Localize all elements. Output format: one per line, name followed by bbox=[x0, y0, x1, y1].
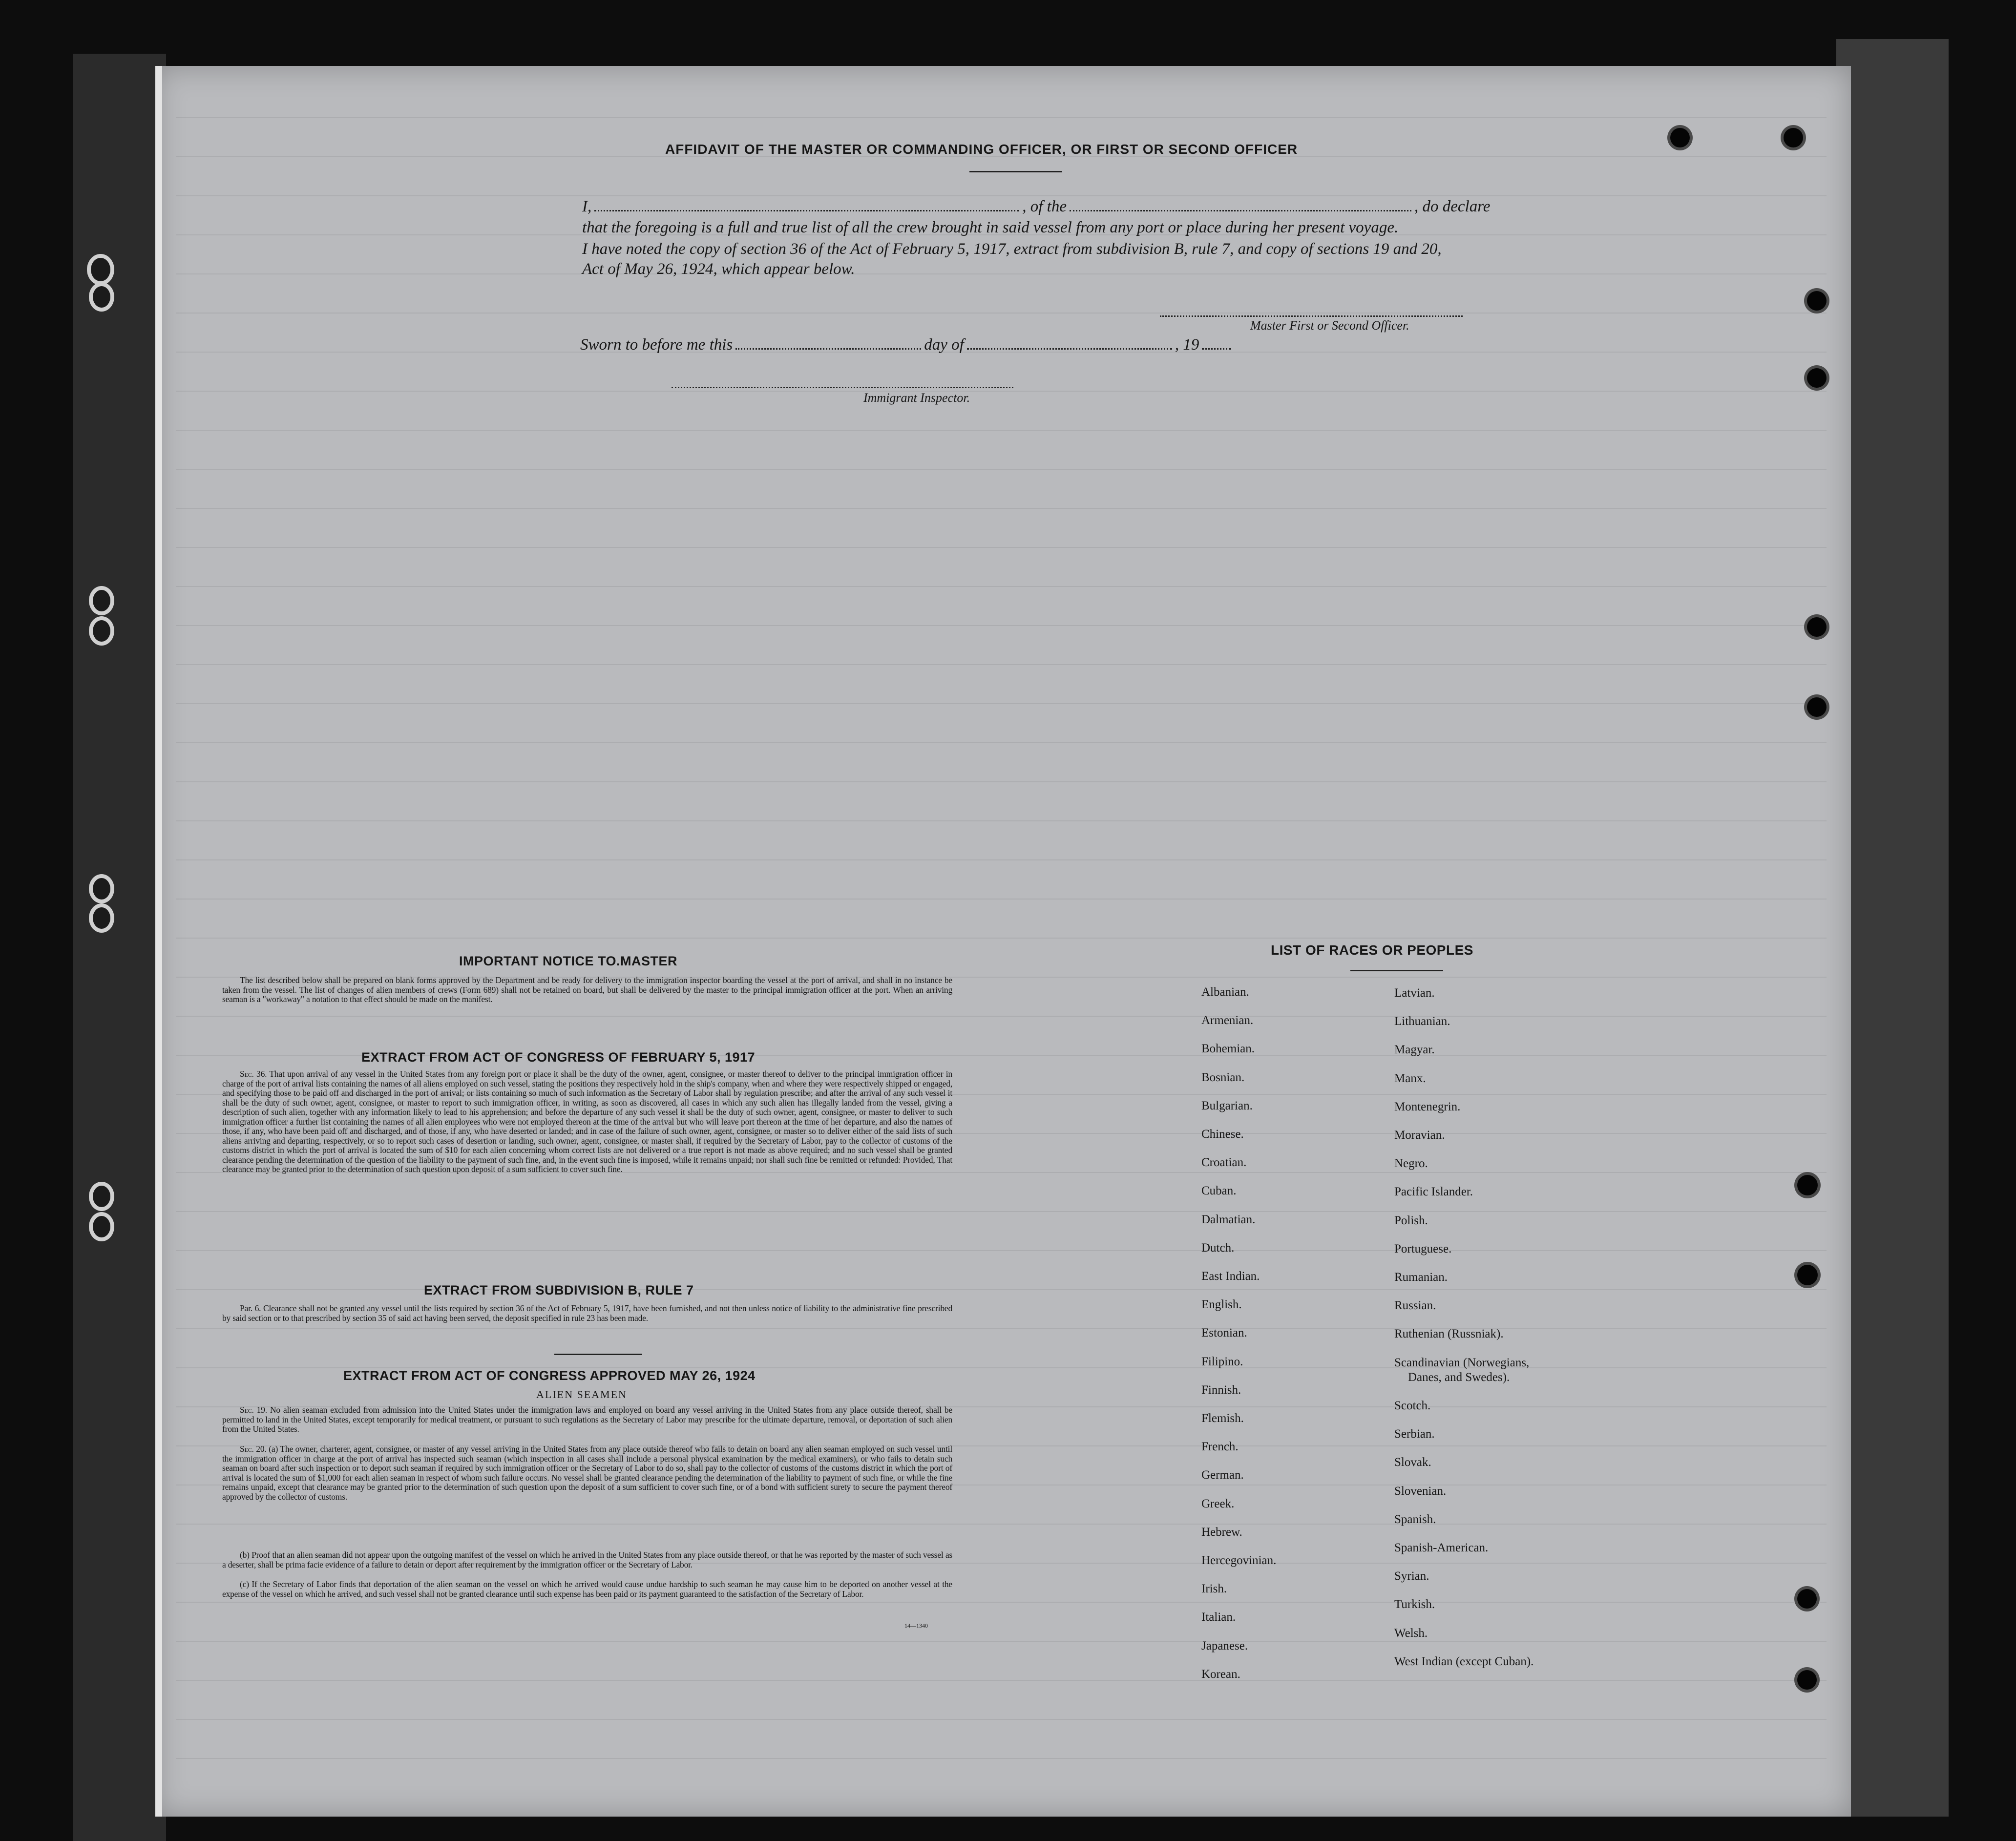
race-item: Lithuanian. bbox=[1394, 1015, 1450, 1028]
rule7-heading: EXTRACT FROM SUBDIVISION B, RULE 7 bbox=[424, 1283, 694, 1297]
day-of-label: day of bbox=[924, 336, 964, 354]
races-heading: LIST OF RACES OR PEOPLES bbox=[1271, 942, 1473, 958]
binder-ring-hole bbox=[89, 874, 114, 903]
race-item: Montenegrin. bbox=[1394, 1100, 1461, 1113]
sec20b-text: (b) Proof that an alien seaman did not appear upon the outgoing manifest of the vessel on which he arrived in the United States from any place outside thereof, or that he was reported by the master of such vessel as a deserter, shall be prima facie evidence of a failure to detain or deport after requirement by the immigration officer or the Secretary of Labor. bbox=[222, 1550, 952, 1569]
of-the-label: , of the bbox=[1022, 198, 1067, 215]
race-item: Russian. bbox=[1394, 1299, 1436, 1313]
sec20a-body: (a) The owner, charterer, agent, consignee, or master of any vessel arriving in the United States from any place outside thereof who fails to detain on board any alien seaman employed on such vessel until the immigration officer in charge at the port of arrival has inspected such seaman (which inspection in all cases shall include a personal physical examination by the medical examiners), or who fails to detain such seaman on board after such inspection or to deport such seaman if required by such immigration officer or the Secretary of Labor to do so, shall pay to the collector of customs of the customs district in which the port of arrival is located the sum of $1,000 for each alien seaman in respect of whom such failure occurs. No vessel shall be granted clearance pending the determination of the liability to payment of such fine, or while the fine remains unpaid, except that clearance may be granted prior to the determination of such question upon the deposit of a sum sufficient to cover such fine, or of a bond with sufficient surety to secure the payment thereof approved by the collector of customs. bbox=[222, 1444, 952, 1502]
race-item: French. bbox=[1201, 1440, 1239, 1454]
race-item: Welsh. bbox=[1394, 1626, 1428, 1640]
race-item: Japanese. bbox=[1201, 1639, 1248, 1653]
race-item: Danes, and Swedes). bbox=[1408, 1370, 1510, 1384]
page-left-edge bbox=[155, 66, 162, 1817]
sec19-text bbox=[222, 1405, 952, 1434]
punch-hole bbox=[1670, 128, 1690, 147]
master-signature-line bbox=[1160, 315, 1463, 317]
race-item: Moravian. bbox=[1394, 1129, 1445, 1142]
extract-1917-text bbox=[222, 1069, 952, 1174]
year-label: , 19 bbox=[1175, 336, 1199, 354]
sworn-prefix: Sworn to before me this bbox=[580, 336, 733, 354]
binder-ring-hole bbox=[87, 254, 114, 285]
sec20a-text bbox=[222, 1444, 952, 1502]
race-item: Hebrew. bbox=[1201, 1525, 1242, 1539]
sec36-label: Sec. 36. bbox=[240, 1069, 267, 1079]
race-item: Dalmatian. bbox=[1201, 1213, 1256, 1226]
race-item: Dutch. bbox=[1201, 1241, 1235, 1255]
binder-ring-hole bbox=[89, 1212, 114, 1241]
form-number: 14—1340 bbox=[904, 1622, 928, 1629]
race-item: Scotch. bbox=[1394, 1399, 1431, 1412]
race-item: West Indian (except Cuban). bbox=[1394, 1654, 1534, 1668]
name-blank bbox=[594, 207, 1019, 211]
race-item: Ruthenian (Russniak). bbox=[1394, 1327, 1504, 1341]
race-item: Italian. bbox=[1201, 1611, 1236, 1624]
race-item: Serbian. bbox=[1394, 1427, 1435, 1441]
binder-ring-hole bbox=[89, 616, 114, 646]
punch-hole bbox=[1797, 1589, 1817, 1609]
race-item: East Indian. bbox=[1201, 1270, 1260, 1283]
alien-seamen-subheading: ALIEN SEAMEN bbox=[536, 1388, 627, 1401]
inspector-caption: Immigrant Inspector. bbox=[863, 391, 970, 405]
race-item: Finnish. bbox=[1201, 1383, 1241, 1397]
race-item: Polish. bbox=[1394, 1213, 1428, 1227]
race-item: Bohemian. bbox=[1201, 1042, 1255, 1056]
race-item: Negro. bbox=[1394, 1157, 1428, 1171]
punch-hole bbox=[1784, 128, 1803, 147]
race-item: Korean. bbox=[1201, 1667, 1240, 1681]
race-item: Greek. bbox=[1201, 1497, 1235, 1510]
race-item: Chinese. bbox=[1201, 1128, 1244, 1141]
race-item: Scandinavian (Norwegians, bbox=[1394, 1356, 1530, 1369]
punch-hole bbox=[1797, 1175, 1818, 1195]
sworn-day-blank bbox=[735, 345, 921, 350]
race-item: Slovenian. bbox=[1394, 1484, 1447, 1498]
race-item: Rumanian. bbox=[1394, 1271, 1448, 1284]
affidavit-line-3: I have noted the copy of section 36 of the Act of February 5, 1917, extract from subdivision B, rule 7, and copy of sections 19 and 20, bbox=[582, 240, 1442, 258]
rule7-divider bbox=[554, 1354, 642, 1355]
sec36-body: That upon arrival of any vessel in the United States from any foreign port or place it shall be the duty of the owner, agent, consignee, or master thereof to deliver to the principal immigration officer in charge of the port of arrival lists containing the names of all aliens employed on such vessel, stating the positions they respectively hold in the ship's company, when and where they were respectively shipped or engaged, and specifying those to be paid off and discharged in the port of arrival; or lists containing so much of such information as the Secretary of Labor shall by regulation prescribe; and after the arrival of any such vessel it shall be the duty of such owner, agent, consignee, or master to report to such immigration officer, in writing, as soon as discovered, all cases in which any such alien has illegally landed from the vessel, giving a description of such alien, together with any information likely to lead to his apprehension; and before the departure of any such vessel it shall be the duty of such owner, agent, consignee, or master to deliver to such immigration officer a further list containing the names of all alien employees who were not employed thereon at the time of the arrival but who will leave port thereon at the time of her departure, and also the names of those, if any, who have been paid off and discharged, and of those, if any, who have deserted or landed; and in case of the failure of such owner, agent, consignee, or master so to deliver either of the said lists of such aliens arriving and departing, respectively, or so to report such cases of desertion or landing, such owner, agent, consignee, or master shall, if required by the Secretary of Labor, pay to the collector of customs of the customs district in which the port of arrival is located the sum of $10 for each alien concerning whom correct lists are not delivered or a true report is not made as above required; and no such vessel shall be granted clearance pending the determination of the question of the liability to the payment of such fine, and, in the event such fine is imposed, while it remains unpaid; nor shall such fine be remitted or refunded: Provided, That clearance may be granted prior to the determination of such question upon deposit of a sum sufficient to cover such fine. bbox=[222, 1069, 952, 1174]
sworn-line bbox=[580, 336, 1234, 354]
vessel-blank bbox=[1070, 207, 1411, 211]
race-item: Cuban. bbox=[1201, 1184, 1237, 1198]
punch-hole bbox=[1807, 617, 1827, 637]
binder-ring-hole bbox=[89, 586, 114, 615]
race-item: Flemish. bbox=[1201, 1412, 1244, 1425]
race-item: Filipino. bbox=[1201, 1355, 1243, 1368]
sworn-month-blank bbox=[967, 345, 1172, 350]
scanner-edge-strip bbox=[73, 54, 166, 1841]
inspector-signature-line bbox=[672, 387, 1013, 388]
race-item: Irish. bbox=[1201, 1582, 1227, 1596]
race-item: Hercegovinian. bbox=[1201, 1554, 1277, 1567]
scanner-edge-right bbox=[1836, 39, 1949, 1817]
race-item: Armenian. bbox=[1201, 1014, 1254, 1027]
race-item: Estonian. bbox=[1201, 1326, 1247, 1340]
race-item: German. bbox=[1201, 1468, 1244, 1482]
race-item: Albanian. bbox=[1201, 985, 1249, 999]
notice-text: The list described below shall be prepared on blank forms approved by the Department and be ready for delivery to the immigration inspector boarding the vessel at the port of arrival, and shall in no instance be taken from the vessel. The list of changes of alien members of crews (Form 689) shall not be retained on board, but shall be delivered by the master to the principal immigration officer at the port. When an arriving seaman is a "workaway" a notation to that effect should be made on the manifest. bbox=[222, 975, 952, 1004]
notice-heading: IMPORTANT NOTICE TO.MASTER bbox=[459, 954, 677, 968]
sec19-label: Sec. 19. bbox=[240, 1405, 267, 1415]
race-item: Spanish-American. bbox=[1394, 1541, 1489, 1554]
extract-1924-heading: EXTRACT FROM ACT OF CONGRESS APPROVED MAY 26, 1924 bbox=[343, 1368, 756, 1383]
races-divider bbox=[1350, 970, 1443, 971]
race-item: Manx. bbox=[1394, 1071, 1426, 1085]
sec20-label: Sec. 20. bbox=[240, 1444, 267, 1454]
affidavit-line-2: that the foregoing is a full and true list of all the crew brought in said vessel from any port or place during her present voyage. bbox=[582, 219, 1399, 236]
punch-hole bbox=[1797, 1670, 1817, 1690]
title-divider bbox=[969, 171, 1062, 172]
race-item: English. bbox=[1201, 1298, 1242, 1312]
binder-ring-hole bbox=[89, 903, 114, 933]
affidavit-title: AFFIDAVIT OF THE MASTER OR COMMANDING OFFICER, OR FIRST OR SECOND OFFICER bbox=[665, 142, 1298, 157]
sec20c-text: (c) If the Secretary of Labor finds that deportation of the alien seaman on the vessel on which he arrived would cause undue hardship to such seaman he may cause him to be deported on another vessel at the expense of the vessel on which he arrived, and such vessel shall not be granted clearance until such expense has been paid or its payment guaranteed to the satisfaction of the Secretary of Labor. bbox=[222, 1579, 952, 1599]
binder-ring-hole bbox=[89, 282, 114, 312]
race-item: Syrian. bbox=[1394, 1569, 1429, 1583]
race-item: Croatian. bbox=[1201, 1156, 1247, 1170]
affidavit-line-1 bbox=[582, 198, 1490, 216]
punch-hole bbox=[1797, 1265, 1818, 1285]
rule7-text: Par. 6. Clearance shall not be granted any vessel until the lists required by section 36 of the Act of February 5, 1917, have been furnished, and not then unless notice of liability to the administrative fine prescribed by said section or to that prescribed by section 35 of said act having been served, the deposit specified in rule 23 has been made. bbox=[222, 1303, 952, 1323]
race-item: Pacific Islander. bbox=[1394, 1185, 1473, 1199]
race-item: Turkish. bbox=[1394, 1598, 1435, 1611]
extract-1917-heading: EXTRACT FROM ACT OF CONGRESS OF FEBRUARY 5, 1917 bbox=[361, 1050, 756, 1065]
declarant-label: I, bbox=[582, 198, 592, 215]
race-item: Latvian. bbox=[1394, 986, 1435, 1000]
punch-hole bbox=[1807, 291, 1827, 311]
race-item: Magyar. bbox=[1394, 1043, 1435, 1057]
affidavit-line-4: Act of May 26, 1924, which appear below. bbox=[582, 260, 855, 278]
binder-ring-hole bbox=[89, 1182, 114, 1211]
punch-hole bbox=[1807, 368, 1827, 388]
race-item: Bosnian. bbox=[1201, 1070, 1245, 1084]
race-item: Portuguese. bbox=[1394, 1242, 1452, 1255]
sec19-body: No alien seaman excluded from admission into the United States under the immigration laws and employed on board any vessel arriving in the United States from any place outside thereof, shall be permitted to land in the United States, except temporarily for medical treatment, or pursuant to such regulations as the Secretary of Labor may prescribe for the ultimate departure, removal, or deportation of such alien from the United States. bbox=[222, 1405, 952, 1434]
race-item: Bulgarian. bbox=[1201, 1099, 1253, 1112]
sworn-year-blank bbox=[1202, 345, 1231, 350]
race-item: Slovak. bbox=[1394, 1456, 1431, 1469]
race-item: Spanish. bbox=[1394, 1512, 1436, 1526]
punch-hole bbox=[1807, 697, 1827, 717]
declare-label: , do declare bbox=[1414, 198, 1491, 215]
master-caption: Master First or Second Officer. bbox=[1250, 318, 1409, 333]
